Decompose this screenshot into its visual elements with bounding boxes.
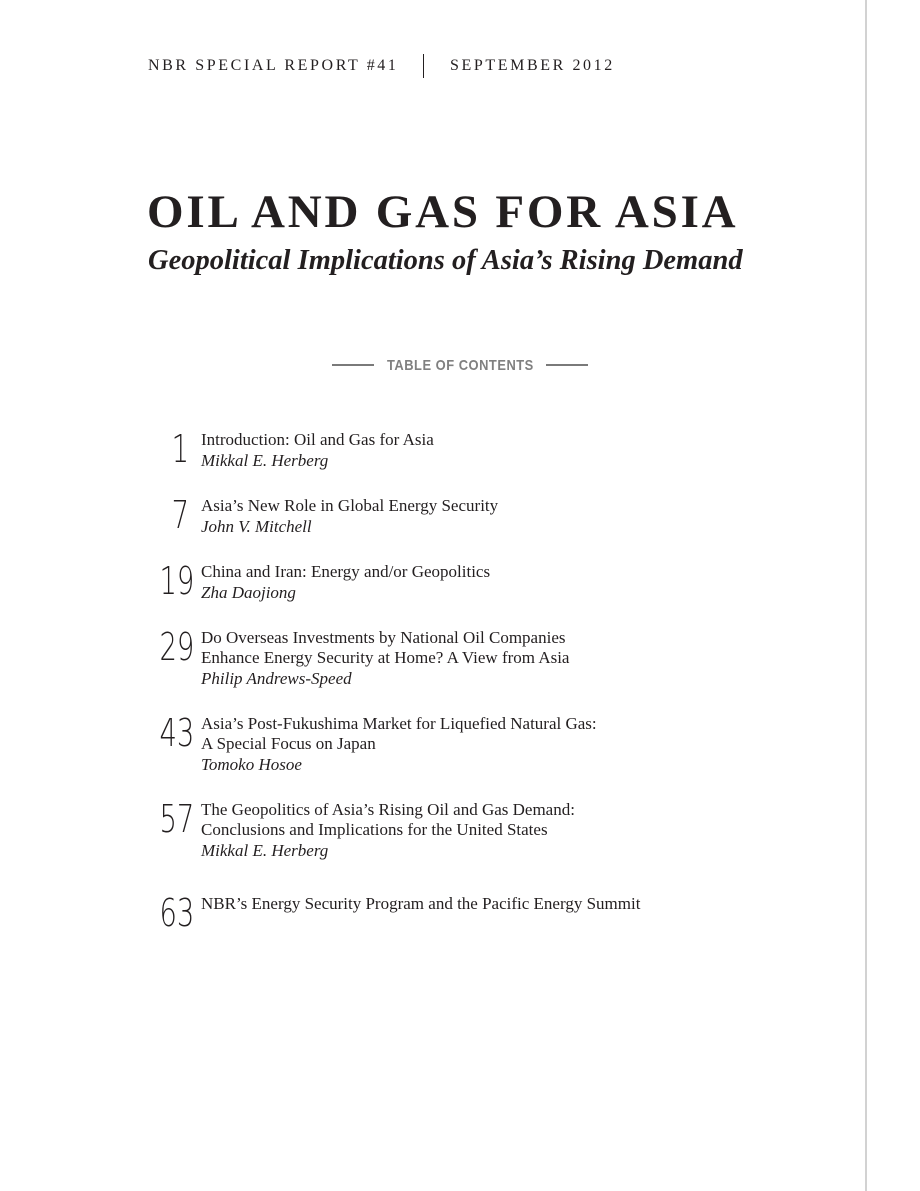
toc-page-number: 57 [159, 797, 195, 841]
toc-page-number: 63 [159, 891, 195, 935]
toc-entry-title: NBR’s Energy Security Program and the Pacific Energy Summit [201, 894, 641, 913]
toc-page-number: 7 [171, 493, 189, 537]
report-title: OIL AND GAS FOR ASIA [147, 186, 739, 238]
toc-entry-text [201, 430, 741, 472]
toc-entry-author: Zha Daojiong [201, 583, 296, 602]
report-date: SEPTEMBER 2012 [450, 57, 615, 74]
toc-heading [332, 354, 588, 376]
toc-entry-author: Mikkal E. Herberg [201, 841, 329, 860]
toc-page-number: 19 [159, 559, 195, 603]
header-divider [423, 54, 425, 78]
toc-entry-text [201, 894, 741, 914]
toc-entry-title: China and Iran: Energy and/or Geopolitics [201, 562, 491, 581]
report-subtitle: Geopolitical Implications of Asia’s Rising Demand [148, 245, 743, 276]
report-number: NBR SPECIAL REPORT #41 [148, 57, 399, 74]
toc-entry-author: Tomoko Hosoe [201, 755, 302, 774]
toc-entry-title: Enhance Energy Security at Home? A View from Asia [201, 648, 570, 667]
toc-entry-title: The Geopolitics of Asia’s Rising Oil and Gas Demand: [201, 800, 575, 819]
toc-entry-text [201, 496, 741, 538]
toc-entry-title: Conclusions and Implications for the United States [201, 820, 548, 839]
toc-entry-title: Do Overseas Investments by National Oil Companies [201, 628, 566, 647]
toc-page-number: 29 [159, 625, 195, 669]
toc-entry-title: Asia’s New Role in Global Energy Security [201, 496, 499, 515]
page-edge-line [865, 0, 867, 1191]
toc-entry-author: John V. Mitchell [201, 517, 312, 536]
toc-entry-text [201, 800, 741, 862]
toc-heading-rule-left [332, 364, 374, 366]
toc-heading-label: TABLE OF CONTENTS [386, 356, 534, 374]
toc-page-number: 43 [159, 711, 195, 755]
toc-entry-title: Introduction: Oil and Gas for Asia [201, 430, 434, 449]
toc-entry-author: Philip Andrews-Speed [201, 669, 352, 688]
toc-entry-title: A Special Focus on Japan [201, 734, 376, 753]
toc-entry-text [201, 562, 741, 604]
toc-page-number: 1 [171, 427, 189, 471]
toc-entry-author: Mikkal E. Herberg [201, 451, 329, 470]
toc-heading-rule-right [546, 364, 588, 366]
toc-entry-title: Asia’s Post-Fukushima Market for Liquefied Natural Gas: [201, 714, 597, 733]
report-header [148, 54, 615, 78]
toc-entry-text [201, 714, 741, 776]
toc-entry-text [201, 628, 741, 690]
